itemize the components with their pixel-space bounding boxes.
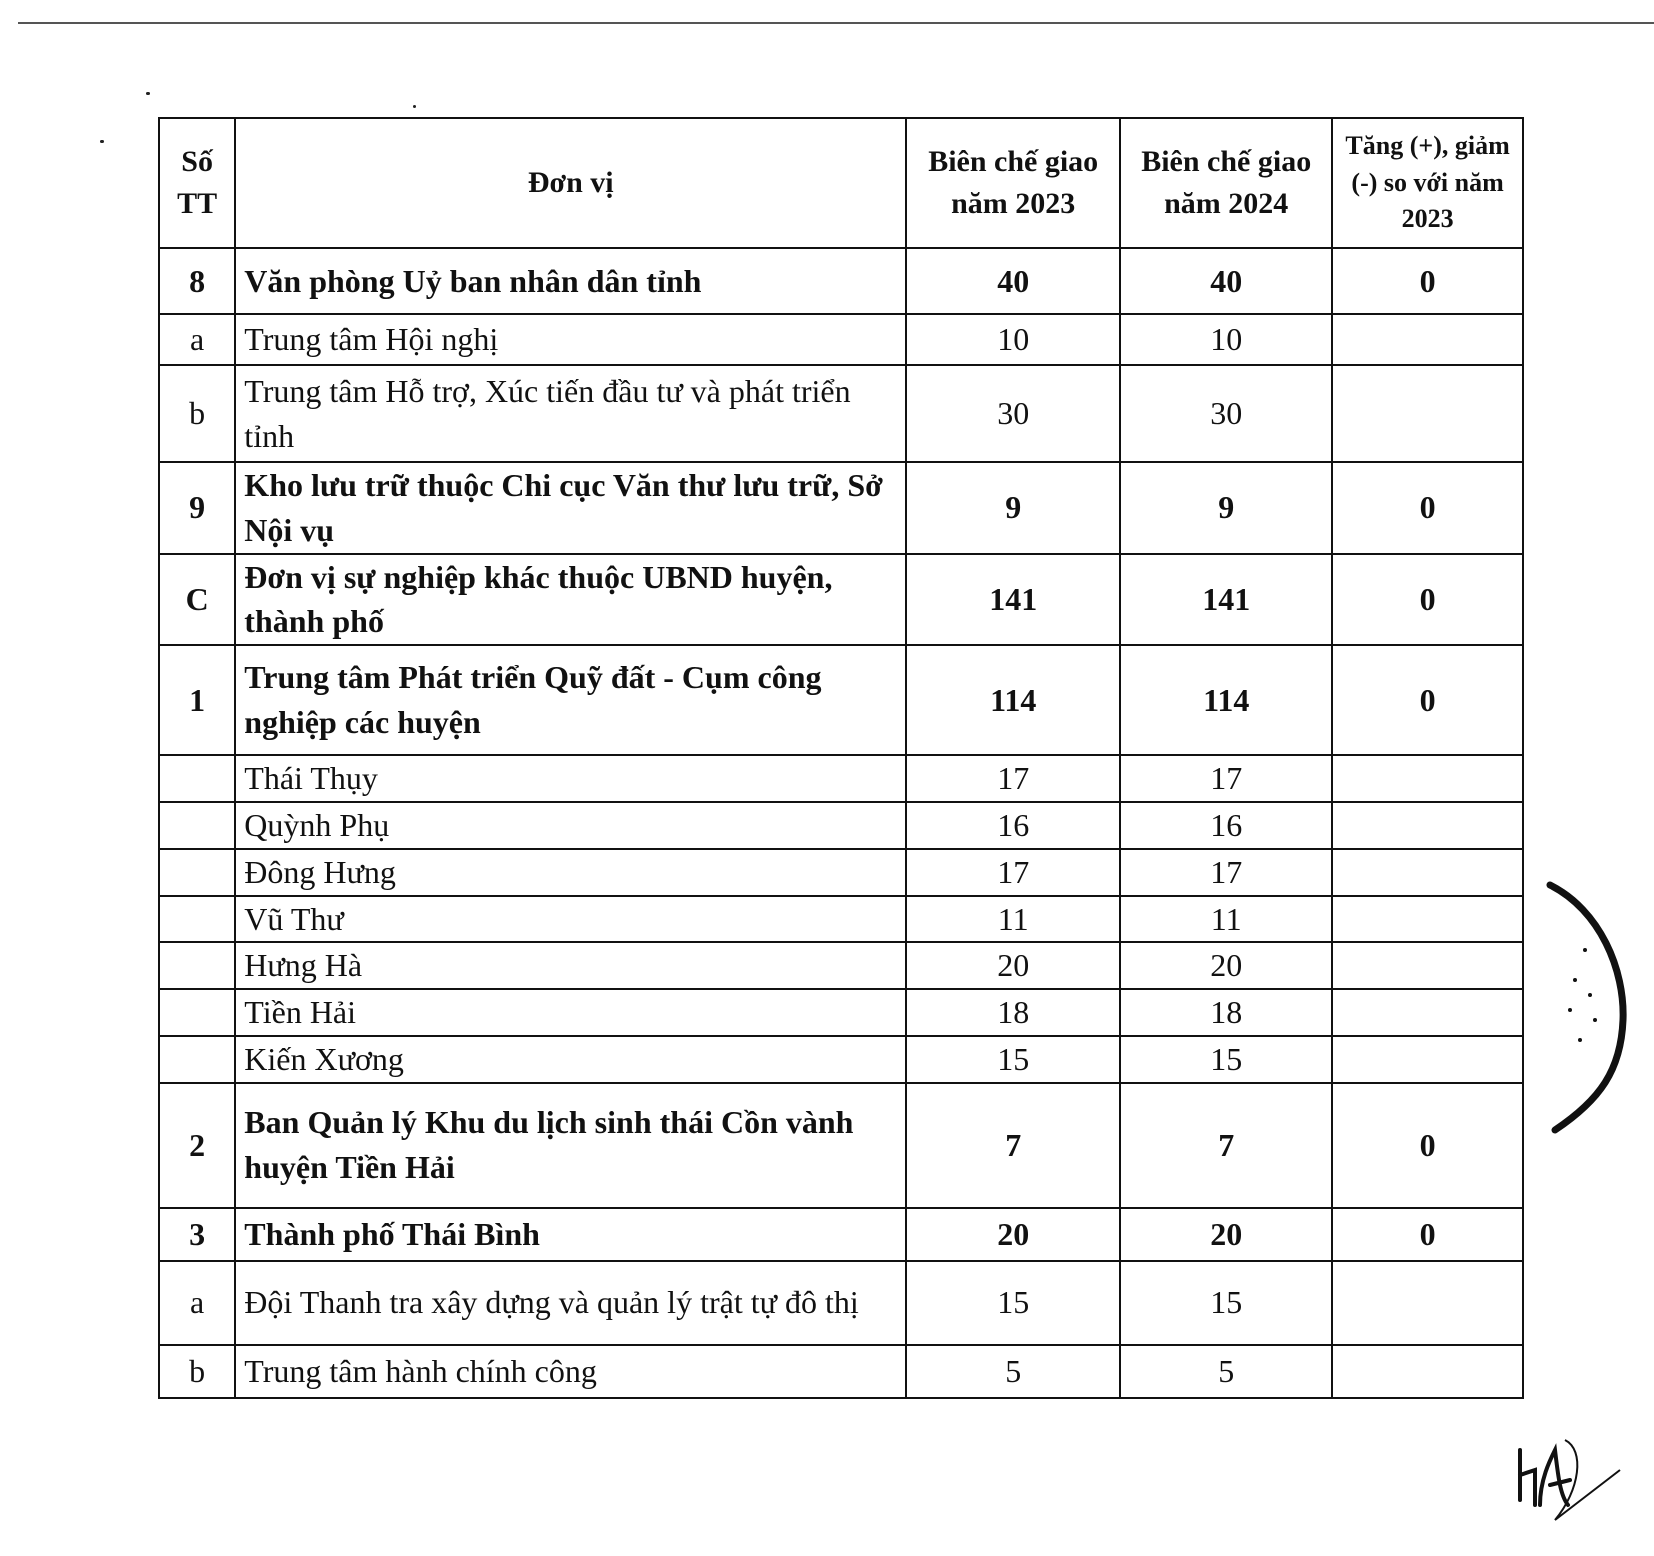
row-2023: 17 — [906, 755, 1120, 802]
table-header-row — [159, 118, 1523, 248]
row-2023: 20 — [906, 942, 1120, 989]
row-stt: 8 — [159, 248, 235, 314]
header-unit: Đơn vị — [235, 118, 906, 248]
row-unit: Vũ Thư — [235, 896, 906, 943]
table-row — [159, 1345, 1523, 1398]
row-change — [1332, 1345, 1523, 1398]
row-unit: Ban Quản lý Khu du lịch sinh thái Cồn vành huyện Tiền Hải — [235, 1083, 906, 1208]
row-change: 0 — [1332, 1083, 1523, 1208]
table-row — [159, 989, 1523, 1036]
row-2024: 141 — [1120, 554, 1332, 646]
row-stt — [159, 896, 235, 943]
row-2024: 18 — [1120, 989, 1332, 1036]
row-stt: 2 — [159, 1083, 235, 1208]
row-2023: 30 — [906, 365, 1120, 462]
row-unit: Tiền Hải — [235, 989, 906, 1036]
row-change — [1332, 314, 1523, 365]
row-stt — [159, 942, 235, 989]
top-rule — [18, 22, 1654, 24]
row-unit: Thái Thụy — [235, 755, 906, 802]
row-stt: 3 — [159, 1208, 235, 1261]
table-row — [159, 942, 1523, 989]
row-2023: 16 — [906, 802, 1120, 849]
row-2024: 20 — [1120, 1208, 1332, 1261]
row-stt: a — [159, 314, 235, 365]
row-2023: 7 — [906, 1083, 1120, 1208]
table-row — [159, 755, 1523, 802]
row-2023: 15 — [906, 1036, 1120, 1083]
row-2024: 40 — [1120, 248, 1332, 314]
row-2024: 15 — [1120, 1261, 1332, 1345]
header-stt: Số TT — [159, 118, 235, 248]
table-row — [159, 314, 1523, 365]
row-change — [1332, 942, 1523, 989]
row-2024: 30 — [1120, 365, 1332, 462]
row-2024: 7 — [1120, 1083, 1332, 1208]
row-2023: 15 — [906, 1261, 1120, 1345]
row-unit: Đông Hưng — [235, 849, 906, 896]
table-row — [159, 802, 1523, 849]
row-unit: Trung tâm Hỗ trợ, Xúc tiến đầu tư và phát triển tỉnh — [235, 365, 906, 462]
row-change: 0 — [1332, 462, 1523, 554]
row-2023: 11 — [906, 896, 1120, 943]
row-unit: Kho lưu trữ thuộc Chi cục Văn thư lưu trữ, Sở Nội vụ — [235, 462, 906, 554]
row-2024: 15 — [1120, 1036, 1332, 1083]
row-unit: Quỳnh Phụ — [235, 802, 906, 849]
row-change: 0 — [1332, 645, 1523, 755]
row-unit: Đơn vị sự nghiệp khác thuộc UBND huyện, thành phố — [235, 554, 906, 646]
row-stt: b — [159, 365, 235, 462]
row-stt: a — [159, 1261, 235, 1345]
row-2023: 17 — [906, 849, 1120, 896]
header-2023: Biên chế giao năm 2023 — [906, 118, 1120, 248]
table-row — [159, 645, 1523, 755]
row-2024: 9 — [1120, 462, 1332, 554]
row-2024: 5 — [1120, 1345, 1332, 1398]
row-change — [1332, 989, 1523, 1036]
row-change — [1332, 849, 1523, 896]
scan-speck — [100, 140, 104, 143]
row-change — [1332, 755, 1523, 802]
table-row — [159, 1083, 1523, 1208]
row-stt: b — [159, 1345, 235, 1398]
row-stt: C — [159, 554, 235, 646]
table-row — [159, 248, 1523, 314]
row-unit: Văn phòng Uỷ ban nhân dân tỉnh — [235, 248, 906, 314]
row-stt — [159, 1036, 235, 1083]
row-2024: 17 — [1120, 755, 1332, 802]
table-row — [159, 1208, 1523, 1261]
row-2024: 16 — [1120, 802, 1332, 849]
row-2023: 18 — [906, 989, 1120, 1036]
row-2024: 10 — [1120, 314, 1332, 365]
row-unit: Trung tâm Hội nghị — [235, 314, 906, 365]
table-row — [159, 1261, 1523, 1345]
row-change — [1332, 1036, 1523, 1083]
row-unit: Đội Thanh tra xây dựng và quản lý trật tự đô thị — [235, 1261, 906, 1345]
row-2024: 20 — [1120, 942, 1332, 989]
row-unit: Thành phố Thái Bình — [235, 1208, 906, 1261]
staffing-table — [158, 117, 1524, 1399]
table-row — [159, 554, 1523, 646]
table-row — [159, 849, 1523, 896]
row-stt: 9 — [159, 462, 235, 554]
row-change: 0 — [1332, 248, 1523, 314]
row-2024: 114 — [1120, 645, 1332, 755]
row-2023: 9 — [906, 462, 1120, 554]
row-unit: Trung tâm hành chính công — [235, 1345, 906, 1398]
row-change: 0 — [1332, 1208, 1523, 1261]
row-change — [1332, 896, 1523, 943]
header-2024: Biên chế giao năm 2024 — [1120, 118, 1332, 248]
row-2023: 10 — [906, 314, 1120, 365]
signature-initials — [1510, 1420, 1630, 1540]
row-2023: 5 — [906, 1345, 1120, 1398]
row-2024: 17 — [1120, 849, 1332, 896]
row-unit: Kiến Xương — [235, 1036, 906, 1083]
table-row — [159, 365, 1523, 462]
row-change: 0 — [1332, 554, 1523, 646]
row-2024: 11 — [1120, 896, 1332, 943]
seal-stamp-edge — [1545, 880, 1635, 1140]
row-change — [1332, 1261, 1523, 1345]
table-row — [159, 896, 1523, 943]
row-2023: 141 — [906, 554, 1120, 646]
row-unit: Hưng Hà — [235, 942, 906, 989]
row-change — [1332, 365, 1523, 462]
table-row — [159, 462, 1523, 554]
row-2023: 20 — [906, 1208, 1120, 1261]
row-2023: 40 — [906, 248, 1120, 314]
scan-speck — [413, 105, 416, 108]
header-change: Tăng (+), giảm (-) so với năm 2023 — [1332, 118, 1523, 248]
row-unit: Trung tâm Phát triển Quỹ đất - Cụm công nghiệp các huyện — [235, 645, 906, 755]
row-stt — [159, 989, 235, 1036]
row-stt: 1 — [159, 645, 235, 755]
row-stt — [159, 755, 235, 802]
scan-speck — [146, 92, 150, 95]
table-row — [159, 1036, 1523, 1083]
row-stt — [159, 849, 235, 896]
row-stt — [159, 802, 235, 849]
row-2023: 114 — [906, 645, 1120, 755]
row-change — [1332, 802, 1523, 849]
